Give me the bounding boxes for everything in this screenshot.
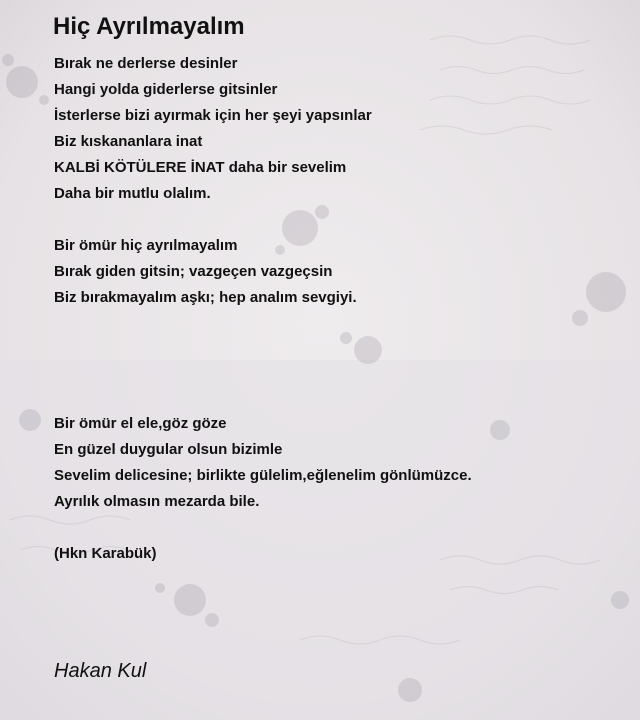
poem-signature-line: (Hkn Karabük) [54, 545, 157, 562]
poem-stanza [54, 411, 472, 515]
poem-line: Sevelim delicesine; birlikte gülelim,eğlenelim gönlümüzce. [54, 467, 472, 484]
poem-line: Biz kıskananlara inat [54, 133, 203, 150]
poem-line: Bırak ne derlerse desinler [54, 55, 238, 72]
poem-line: Bir ömür hiç ayrılmayalım [54, 237, 238, 254]
poem-line: İsterlerse bizi ayırmak için her şeyi yapsınlar [54, 107, 372, 124]
poem-stanza [54, 541, 157, 567]
poem-stanza [54, 233, 357, 311]
poem-line: En güzel duygular olsun bizimle [54, 441, 283, 458]
poem-line: Biz bırakmayalım aşkı; hep analım sevgiyi. [54, 289, 357, 306]
poem-line: Hangi yolda giderlerse gitsinler [54, 81, 278, 98]
poem-line: Ayrılık olmasın mezarda bile. [54, 493, 260, 510]
poem-line: KALBİ KÖTÜLERE İNAT daha bir sevelim [54, 159, 347, 176]
poem-title: Hiç Ayrılmayalım [53, 13, 245, 40]
poem-stanza [54, 51, 372, 207]
poem-line: Bırak giden gitsin; vazgeçen vazgeçsin [54, 263, 333, 280]
poem-line: Bir ömür el ele,göz göze [54, 415, 227, 432]
poem-line: Daha bir mutlu olalım. [54, 185, 211, 202]
poem-author: Hakan Kul [54, 660, 147, 682]
